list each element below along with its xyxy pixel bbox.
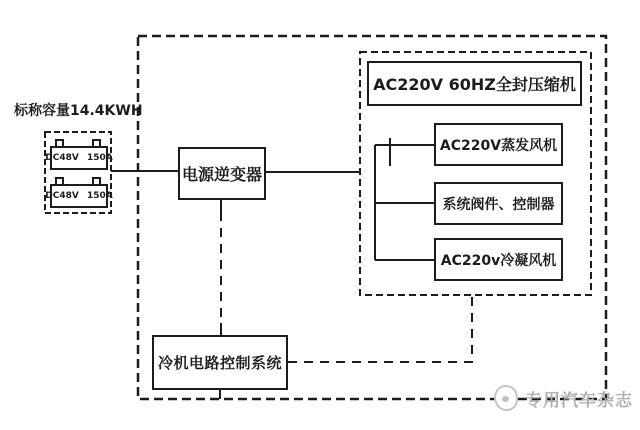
battery-capacity-label: 标称容量14.4KWH [14, 103, 143, 119]
battery-cell-2: DC48V 150A [50, 184, 108, 208]
power-inverter-box: 电源逆变器 [178, 147, 266, 200]
watermark-logo-icon [494, 385, 518, 411]
evaporator-fan-box: AC220V蒸发风机 [434, 123, 563, 166]
control-to-unit-dashed [288, 295, 472, 362]
valves-controller-box: 系统阀件、控制器 [434, 182, 563, 225]
condenser-fan-box: AC220v冷凝风机 [434, 238, 563, 281]
compressor-box: AC220V 60HZ全封压缩机 [367, 61, 582, 106]
battery-cell-1: DC48V 150A [50, 146, 108, 170]
control-system-box: 冷机电路控制系统 [152, 335, 288, 390]
watermark-logo-dot [502, 396, 509, 402]
watermark [494, 385, 633, 411]
watermark-text: 专用汽车杂志 [525, 390, 633, 411]
